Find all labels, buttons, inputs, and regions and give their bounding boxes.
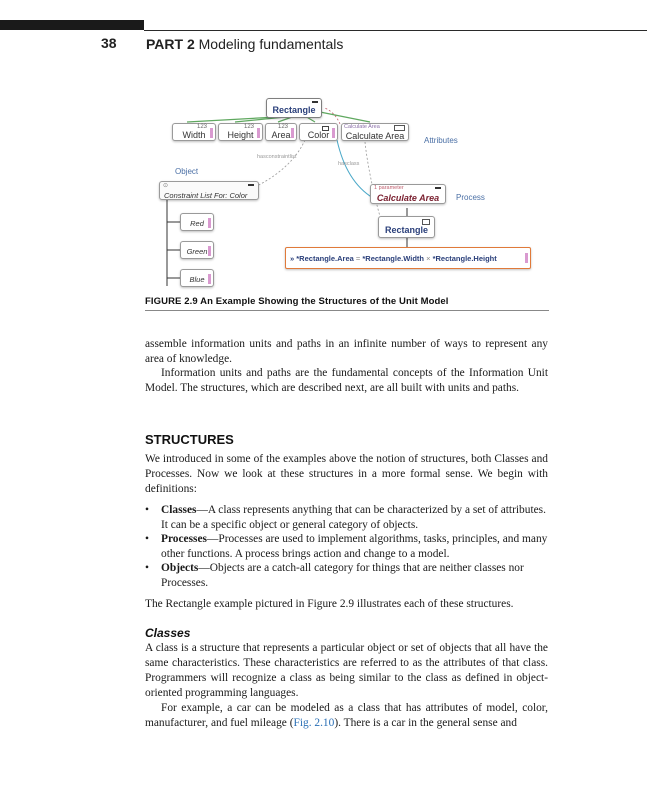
formula-node — [285, 247, 531, 269]
attr-area-label: Area — [271, 130, 291, 140]
bullet-term: Objects — [161, 562, 199, 574]
collapse-icon — [312, 101, 318, 103]
paragraph-3: We introduced in some of the examples above the notion of structures, both Classes and Processes. Now we look at these structures in a more formal sense. We begin with definitions: — [145, 453, 548, 495]
process-tag: Process — [456, 193, 485, 202]
attributes-tag: Attributes — [424, 136, 458, 145]
attr-width-value: 123 — [196, 124, 207, 130]
constraint-list-label: Constraint List For: Color — [164, 191, 248, 200]
rectangle-node-label: Rectangle — [272, 105, 316, 115]
constraint-item-label: Blue — [189, 275, 205, 284]
formula-operand1: *Rectangle.Width — [362, 254, 424, 263]
constraint-item-label: Green — [186, 247, 208, 256]
process-param: 1 parameter — [374, 185, 404, 191]
attr-width-label: Width — [182, 130, 206, 140]
attr-calculate-area — [341, 123, 409, 141]
attr-area-value: 123 — [277, 124, 288, 130]
list-item: • Processes—Processes are used to implement algorithms, tasks, principles, and many other functions. A process brings action and change to a model. — [145, 533, 548, 560]
constraint-item-label: Red — [190, 219, 204, 228]
subsection-heading: Classes — [145, 626, 191, 640]
running-header — [146, 36, 343, 52]
bullet-text: —Objects are a catch-all category for things that are neither classes nor Processes. — [161, 562, 524, 589]
figure-link[interactable]: Fig. 2.10 — [293, 717, 335, 729]
calc-attr-title: Calculate Area — [344, 124, 380, 130]
constraint-item-red — [180, 213, 214, 231]
paragraph-1: assemble information units and paths in an infinite number of ways to represent any area of knowledge. — [145, 338, 548, 365]
constraint-item-blue — [180, 269, 214, 287]
attr-link-calc — [320, 112, 370, 122]
attr-marker — [525, 253, 528, 263]
paragraph-5: A class is a structure that represents a particular object or set of objects that all have the same characteristics. These characteristics are referred to as the attributes of that class. Programmers will recognize a class as being similar to the class as defined in object-oriented programming languages. — [145, 642, 548, 699]
hasconstraintlist-link — [255, 140, 305, 187]
hasconstraintlist-label: hasconstraintlist — [257, 154, 297, 160]
caption-rule — [145, 310, 549, 311]
class-icon — [422, 219, 430, 225]
attr-color-label: Color — [307, 130, 330, 140]
definition-list — [145, 503, 548, 590]
object-tag: Object — [175, 167, 199, 176]
figure-caption: FIGURE 2.9 An Example Showing the Structures of the Unit Model — [145, 296, 449, 307]
collapse-icon — [435, 187, 441, 189]
section-heading: STRUCTURES — [145, 432, 234, 447]
page-number: 38 — [101, 35, 117, 51]
calc-to-process-link — [337, 140, 373, 198]
figure-diagram — [145, 92, 565, 298]
part-number: PART 2 — [146, 36, 195, 52]
attr-height — [218, 123, 263, 141]
attr-marker — [208, 274, 211, 284]
attr-height-label: Height — [227, 130, 254, 140]
process-label: Calculate Area — [376, 193, 440, 203]
attr-marker — [257, 128, 260, 138]
hasclass-link — [365, 142, 381, 220]
constraint-list-node — [159, 181, 259, 200]
constraint-list-icon: ⊙ — [163, 183, 169, 189]
collapse-icon — [248, 184, 254, 186]
hasclass-label: hasclass — [338, 161, 360, 167]
attr-marker — [210, 128, 213, 138]
attr-marker — [208, 218, 211, 228]
attr-color — [299, 123, 338, 141]
paragraph-6 — [145, 701, 548, 731]
formula-operand2: *Rectangle.Height — [432, 254, 497, 263]
header-bar — [0, 20, 144, 30]
paragraph-6-text: For example, a car can be modeled as a class that has attributes of model, color, manufacturer, and fuel mileage ( — [145, 702, 548, 729]
formula-operator: × — [426, 254, 431, 263]
bullet-term: Processes — [161, 533, 207, 545]
list-item: • Classes—A class represents anything that can be characterized by a set of attributes. It can be a specific object or general category of objects. — [145, 504, 546, 531]
constraint-item-green — [180, 241, 214, 259]
formula-target: *Rectangle.Area — [296, 254, 354, 263]
attr-area — [265, 123, 297, 141]
attr-width — [172, 123, 216, 141]
attr-marker — [291, 128, 294, 138]
formula-prefix: » — [290, 254, 295, 263]
rectangle-node — [266, 98, 322, 118]
attr-height-value: 123 — [243, 124, 254, 130]
calc-attr-label: Calculate Area — [345, 131, 405, 141]
process-class-label: Rectangle — [384, 225, 428, 235]
process-node — [370, 184, 446, 204]
bullet-text: —Processes are used to implement algorithms, tasks, principles, and many other functions. A process brings action and change to a model. — [161, 533, 548, 560]
header-rule — [144, 30, 647, 31]
process-class-node — [378, 216, 435, 238]
paragraph-4: The Rectangle example pictured in Figure 2.9 illustrates each of these structures. — [145, 598, 514, 610]
bullet-term: Classes — [161, 504, 197, 516]
attr-marker — [332, 128, 335, 138]
formula-equals: = — [355, 254, 361, 263]
attr-marker — [208, 246, 211, 256]
paragraph-2: Information units and paths are the fundamental concepts of the Information Unit Model. The structures, which are described next, are all built with units and paths. — [145, 367, 548, 394]
list-item: • Objects—Objects are a catch-all category for things that are neither classes nor Processes. — [145, 562, 524, 589]
part-title: Modeling fundamentals — [198, 36, 344, 52]
paragraph-6-text-end: ). There is a car in the general sense and — [334, 717, 517, 729]
formula-expression — [290, 254, 497, 263]
bullet-text: —A class represents anything that can be characterized by a set of attributes. It can be a specific object or general category of objects. — [161, 504, 546, 531]
